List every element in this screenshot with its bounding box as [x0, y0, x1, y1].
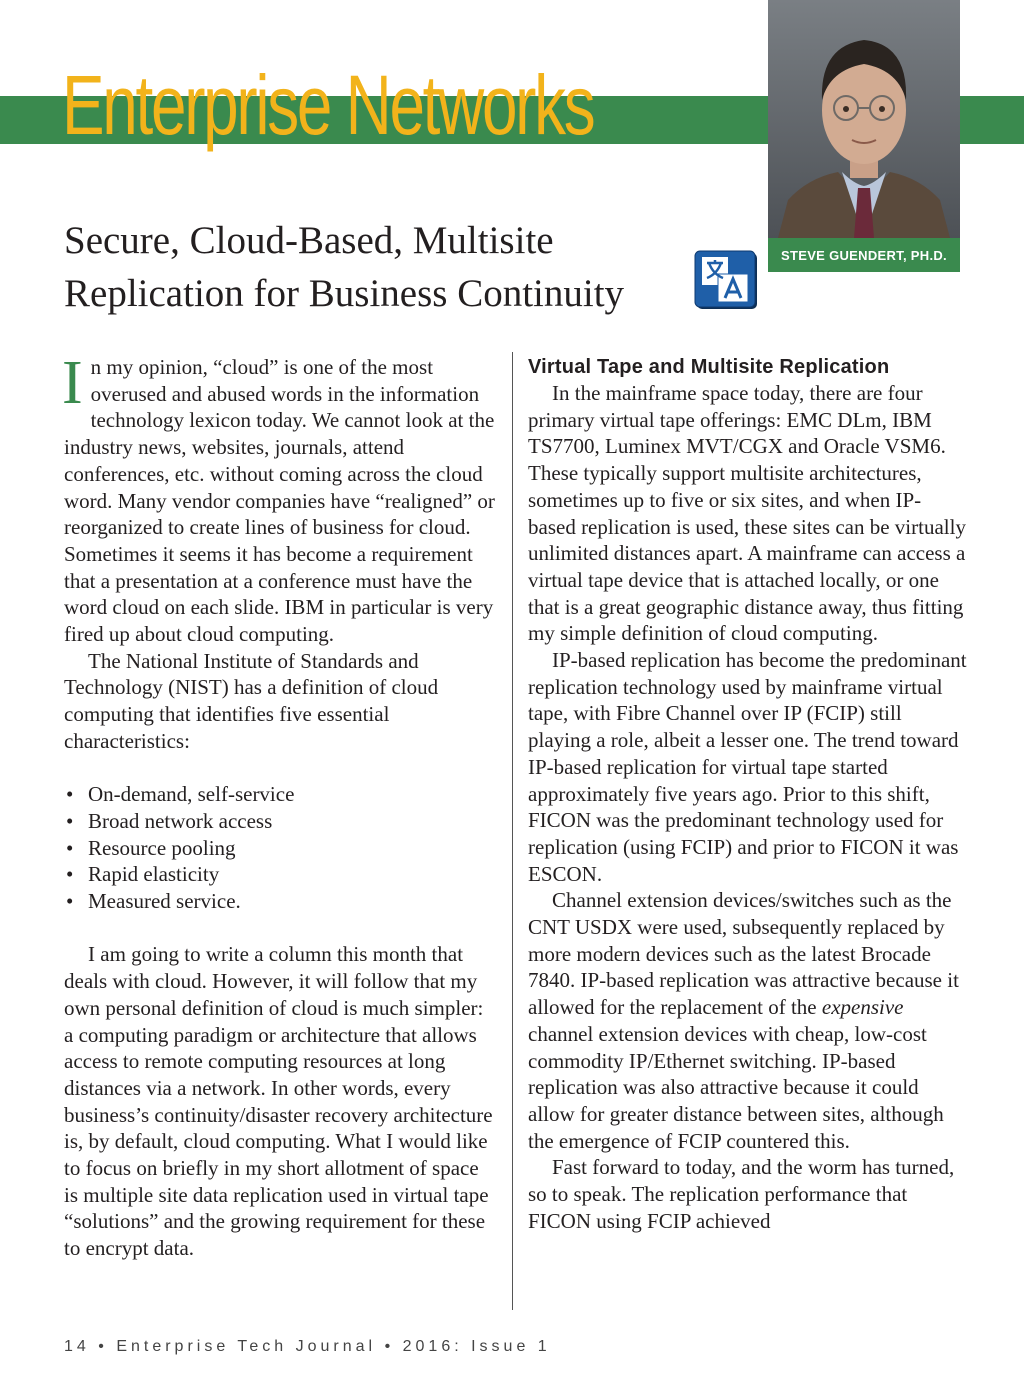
author-photo-box	[768, 0, 960, 272]
paragraph-text: n my opinion, “cloud” is one of the most overused and abused words in the information technology lexicon today. We cannot look at the industry news, websites, journals, attend conferences, etc. without coming across the cloud word. Many vendor companies have “realigned” or reorganized to create lines of business for cloud. Sometimes it seems it has become a requirement that a presentation at a conference must have the word cloud on each slide. IBM in particular is very fired up about cloud computing.	[64, 355, 495, 647]
emphasis-text: expensive	[821, 995, 904, 1020]
paragraph	[62, 349, 496, 648]
list-item: • Measured service.	[66, 889, 241, 914]
translate-icon[interactable]	[694, 250, 760, 312]
bullet-icon: •	[66, 808, 74, 833]
list-item: • Resource pooling	[66, 835, 236, 860]
author-photo	[768, 0, 960, 238]
article-title	[64, 214, 704, 320]
drop-cap: I	[62, 349, 83, 417]
paragraph: I am going to write a column this month that deals with cloud. However, it will follow that my own personal definition of cloud is much simpler: a computing paradigm or architecture that allows access to remote computing resources at long distances via a network. In other words, every business’s continuity/disaster recovery architecture is, by default, cloud computing. What I would like to focus on briefly in my short allotment of space is multiple site data replication used in virtual tape “solutions” and the growing requirement for these to encrypt data.	[64, 942, 493, 1261]
subheading: Virtual Tape and Multisite Replication	[528, 356, 890, 378]
list-item: • Broad network access	[66, 808, 273, 833]
article-title-line-2: Replication for Business Continuity	[64, 272, 625, 315]
list-item: • Rapid elasticity	[66, 862, 220, 887]
publication-name: Enterprise Tech Journal	[116, 1338, 377, 1355]
author-name: STEVE GUENDERT, PH.D.	[781, 248, 947, 263]
characteristics-list	[64, 781, 496, 915]
page-footer	[64, 1338, 551, 1356]
list-item: • On-demand, self-service	[66, 782, 295, 807]
footer-separator: •	[384, 1338, 395, 1355]
column-divider	[512, 352, 513, 1310]
bullet-icon: •	[66, 835, 74, 860]
paragraph: Channel extension devices/switches such as the CNT USDX were used, subsequently replaced by more modern devices such as the latest Brocade 7840. IP-based replication was attractive because it allowed for the replacement of the expensive channel extension devices with cheap, low-cost commodity IP/Ethernet switching. IP-based replication was also attractive because it could allow for greater distance between sites, although the emergence of FCIP countered this.	[528, 888, 959, 1153]
left-column	[62, 349, 496, 1262]
bullet-icon: •	[66, 782, 74, 807]
paragraph: The National Institute of Standards and Technology (NIST) has a definition of cloud computing that identifies five essential characteristics:	[64, 648, 439, 753]
paragraph: Fast forward to today, and the worm has turned, so to speak. The replication performance that FICON using FCIP achieved	[528, 1155, 955, 1233]
right-column	[528, 354, 968, 1235]
paragraph: In the mainframe space today, there are four primary virtual tape offerings: EMC DLm, IBM TS7700, Luminex MVT/CGX and Oracle VSM6. These typically support multisite architectures, sometimes up to five or six sites, and when IP-based replication is used, these sites can be virtually unlimited distances apart. A mainframe can access a virtual tape device that is attached locally, or one that is a great geographic distance away, thus fitting my simple definition of cloud computing.	[528, 381, 966, 646]
bullet-icon: •	[66, 862, 74, 887]
article-title-line-1: Secure, Cloud-Based, Multisite	[64, 219, 554, 262]
paragraph: IP-based replication has become the predominant replication technology used by mainframe virtual tape, with Fibre Channel over IP (FCIP) still playing a role, albeit a lesser one. The trend toward IP-based replication for virtual tape started approximately five years ago. Prior to this shift, FICON was the predominant technology used for replication (using FCIP) and prior to FICON it was ESCON.	[528, 648, 967, 886]
page-number: 14	[64, 1338, 90, 1355]
section-title: Enterprise Networks	[62, 58, 594, 152]
footer-separator: •	[98, 1338, 108, 1355]
bullet-icon: •	[66, 889, 74, 914]
issue-label: 2016: Issue 1	[402, 1338, 551, 1355]
